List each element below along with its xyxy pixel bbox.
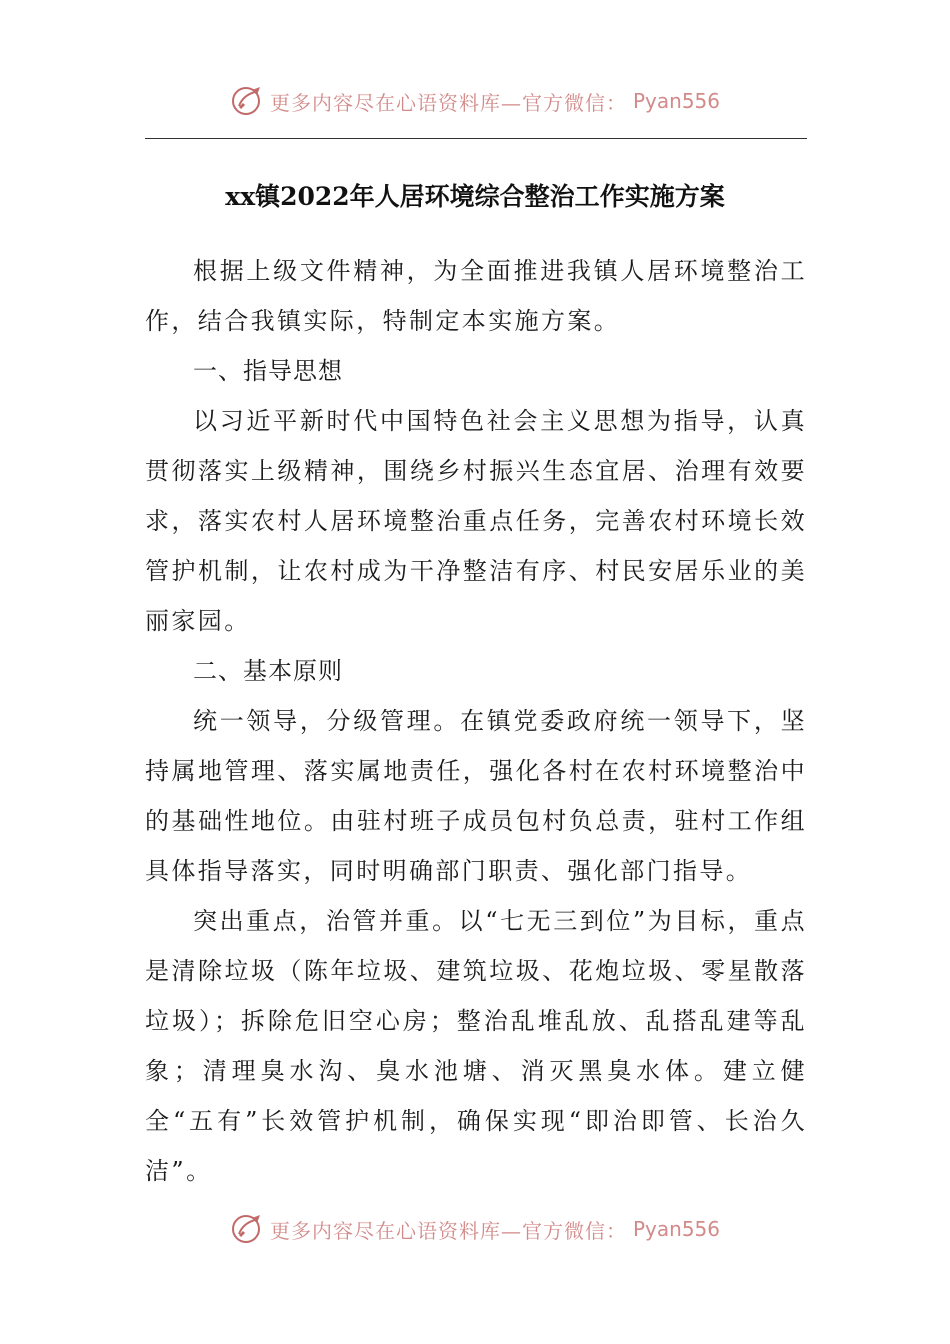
section-heading-basic-principles: 二、基本原则 [193, 657, 343, 685]
section-paragraph: 突出重点，治管并重。以“七无三到位”为目标，重点是清除垃圾（陈年垃圾、建筑垃圾、花炮垃圾、零星散落垃圾）；拆除危旧空心房；整治乱堆乱放、乱搭乱建等乱象；清理臭水沟、臭水池塘、消灭黑臭水体。建立健全“五有”长效管护机制，确保实现“即治即管、长治久洁”。 [145, 907, 807, 1185]
section-paragraph: 以习近平新时代中国特色社会主义思想为指导，认真贯彻落实上级精神，围绕乡村振兴生态宜居、治理有效要求，落实农村人居环境整治重点任务，完善农村环境长效管护机制，让农村成为干净整洁有序、村民安居乐业的美丽家园。 [145, 407, 807, 635]
watermark-text: 更多内容尽在心语资料库—官方微信： [269, 90, 627, 115]
document-title: xx镇2022年人居环境综合整治工作实施方案 [225, 182, 725, 211]
pen-logo-icon [230, 84, 264, 118]
watermark-wechat-id: Pyan556 [632, 1217, 720, 1241]
pen-logo-icon [230, 1212, 264, 1246]
header-divider [145, 138, 807, 139]
intro-paragraph: 根据上级文件精神，为全面推进我镇人居环境整治工作，结合我镇实际，特制定本实施方案。 [145, 257, 807, 335]
watermark-text: 更多内容尽在心语资料库—官方微信： [269, 1218, 627, 1243]
watermark-wechat-id: Pyan556 [632, 89, 720, 113]
document-body [145, 246, 807, 1196]
section-paragraph: 统一领导，分级管理。在镇党委政府统一领导下，坚持属地管理、落实属地责任，强化各村在农村环境整治中的基础性地位。由驻村班子成员包村负总责，驻村工作组具体指导落实，同时明确部门职责、强化部门指导。 [145, 707, 807, 885]
watermark-footer [0, 1212, 950, 1246]
section-heading-guiding-ideology: 一、指导思想 [193, 357, 343, 385]
watermark-header [0, 84, 950, 118]
